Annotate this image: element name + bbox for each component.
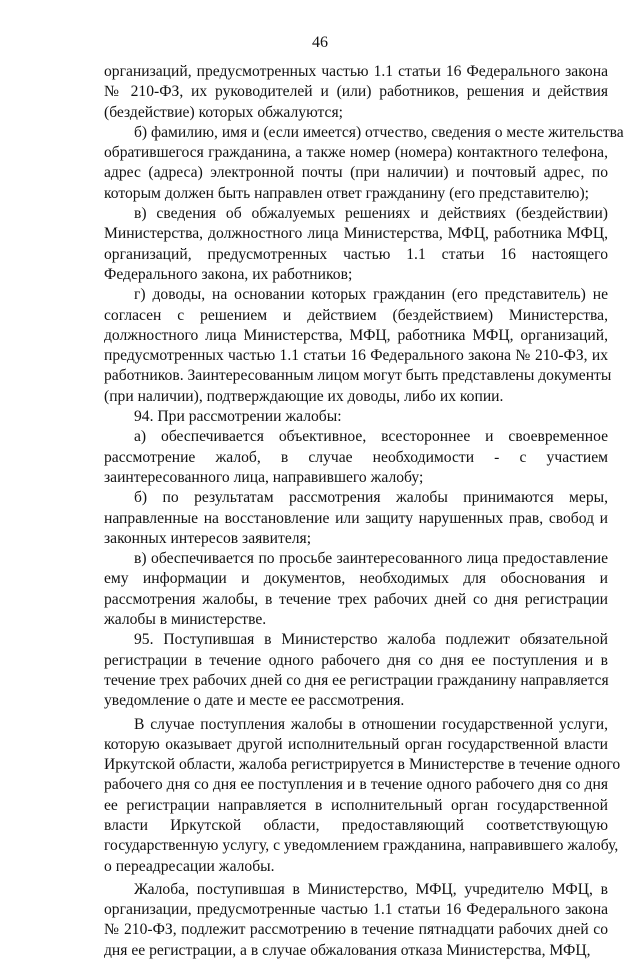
text-line: в) сведения об обжалуемых решениях и действиях (бездействии) bbox=[134, 205, 608, 223]
text-line: организаций, предусмотренных частью 1.1 статьи 16 настоящего bbox=[104, 245, 608, 263]
text-line: жалобы в министерстве. bbox=[104, 611, 267, 629]
text-line: работников. Заинтересованным лицом могут быть представлены документы bbox=[104, 367, 612, 385]
paragraph bbox=[104, 62, 608, 123]
text-line: (при наличии), подтверждающие их доводы, либо их копии. bbox=[104, 387, 504, 405]
text-line: обратившегося гражданина, а также номер (номера) контактного телефона, bbox=[104, 144, 608, 162]
text-line: уведомление о дате и месте ее рассмотрения. bbox=[104, 692, 405, 710]
text-line: которую оказывает другой исполнительный орган государственной власти bbox=[104, 735, 608, 753]
text-line: заинтересованного лица, направившего жалобу; bbox=[104, 468, 424, 486]
text-line: (бездействие) которых обжалуются; bbox=[104, 103, 343, 121]
text-line: законных интересов заявителя; bbox=[104, 529, 312, 547]
paragraph bbox=[104, 488, 608, 549]
text-line: организаций, предусмотренных частью 1.1 статьи 16 Федерального закона bbox=[104, 63, 608, 80]
text-line: рассмотрение жалоб, в случае необходимости - с участием bbox=[104, 448, 608, 466]
text-line: 94. При рассмотрении жалобы: bbox=[134, 408, 342, 426]
paragraph bbox=[104, 880, 608, 961]
text-line: Жалоба, поступившая в Министерство, МФЦ, учредителю МФЦ, в bbox=[134, 880, 608, 898]
text-line: Министерства, должностного лица Министерства, МФЦ, работника МФЦ, bbox=[104, 225, 608, 243]
text-line: 95. Поступившая в Министерство жалоба подлежит обязательной bbox=[134, 631, 608, 649]
page-number: 46 bbox=[312, 34, 328, 51]
text-line: должностного лица Министерства, МФЦ, работника МФЦ, организаций, bbox=[104, 326, 608, 344]
paragraph bbox=[104, 549, 608, 630]
text-line: дня ее регистрации, а в случае обжалования отказа Министерства, МФЦ, bbox=[104, 941, 591, 959]
text-line: рабочего дня со дня ее поступления и в течение одного рабочего дня со дня bbox=[104, 776, 608, 794]
text-line: а) обеспечивается объективное, всестороннее и своевременное bbox=[134, 428, 608, 446]
text-line: которым должен быть направлен ответ гражданину (его представителю); bbox=[104, 184, 589, 202]
paragraph bbox=[104, 123, 624, 204]
text-line: регистрации в течение одного рабочего дня со дня ее поступления и в bbox=[104, 651, 608, 669]
text-line: направленные на восстановление или защиту нарушенных прав, свобод и bbox=[104, 509, 608, 527]
text-line: Федерального закона, их работников; bbox=[104, 265, 353, 283]
text-line: согласен с решением и действием (бездействием) Министерства, bbox=[104, 306, 608, 324]
paragraph bbox=[104, 427, 608, 488]
text-line: в) обеспечивается по просьбе заинтересованного лица предоставление bbox=[134, 550, 608, 568]
paragraph bbox=[104, 715, 621, 877]
text-line: б) фамилию, имя и (если имеется) отчество, сведения о месте жительства bbox=[134, 123, 624, 141]
paragraph bbox=[104, 204, 608, 285]
text-line: № 210-ФЗ, подлежит рассмотрению в течение пятнадцати рабочих дней со bbox=[104, 921, 608, 939]
text-line: государственную услугу, с уведомлением гражданина, направившего жалобу, bbox=[104, 837, 619, 855]
text-line: г) доводы, на основании которых гражданин (его представитель) не bbox=[134, 286, 608, 304]
text-line: о переадресации жалобы. bbox=[104, 857, 275, 875]
text-line: течение трех рабочих дней со дня ее регистрации гражданину направляется bbox=[104, 671, 609, 689]
text-line: предусмотренных частью 1.1 статьи 16 Федерального закона № 210-ФЗ, их bbox=[104, 347, 608, 365]
text-line: власти Иркутской области, предоставляющий соответствующую bbox=[104, 816, 608, 834]
text-line: б) по результатам рассмотрения жалобы принимаются меры, bbox=[134, 489, 608, 507]
text-line: рассмотрения жалобы, в течение трех рабочих дней со дня регистрации bbox=[104, 590, 608, 608]
text-line: организации, предусмотренные частью 1.1 статьи 16 Федерального закона bbox=[104, 901, 608, 919]
text-line: № 210-ФЗ, их руководителей и (или) работников, решения и действия bbox=[104, 83, 608, 101]
paragraph bbox=[104, 630, 608, 711]
document-body bbox=[104, 62, 624, 961]
paragraph bbox=[104, 285, 612, 407]
paragraph bbox=[104, 407, 608, 427]
text-line: Иркутской области, жалоба регистрируется в Министерстве в течение одного bbox=[104, 756, 621, 774]
text-line: ее регистрации направляется в исполнительный орган государственной bbox=[104, 796, 608, 814]
text-line: адрес (адреса) электронной почты (при наличии) и почтовый адрес, по bbox=[104, 164, 608, 182]
text-line: В случае поступления жалобы в отношении государственной услуги, bbox=[134, 715, 608, 733]
text-line: ему информации и документов, необходимых для обоснования и bbox=[104, 570, 608, 588]
